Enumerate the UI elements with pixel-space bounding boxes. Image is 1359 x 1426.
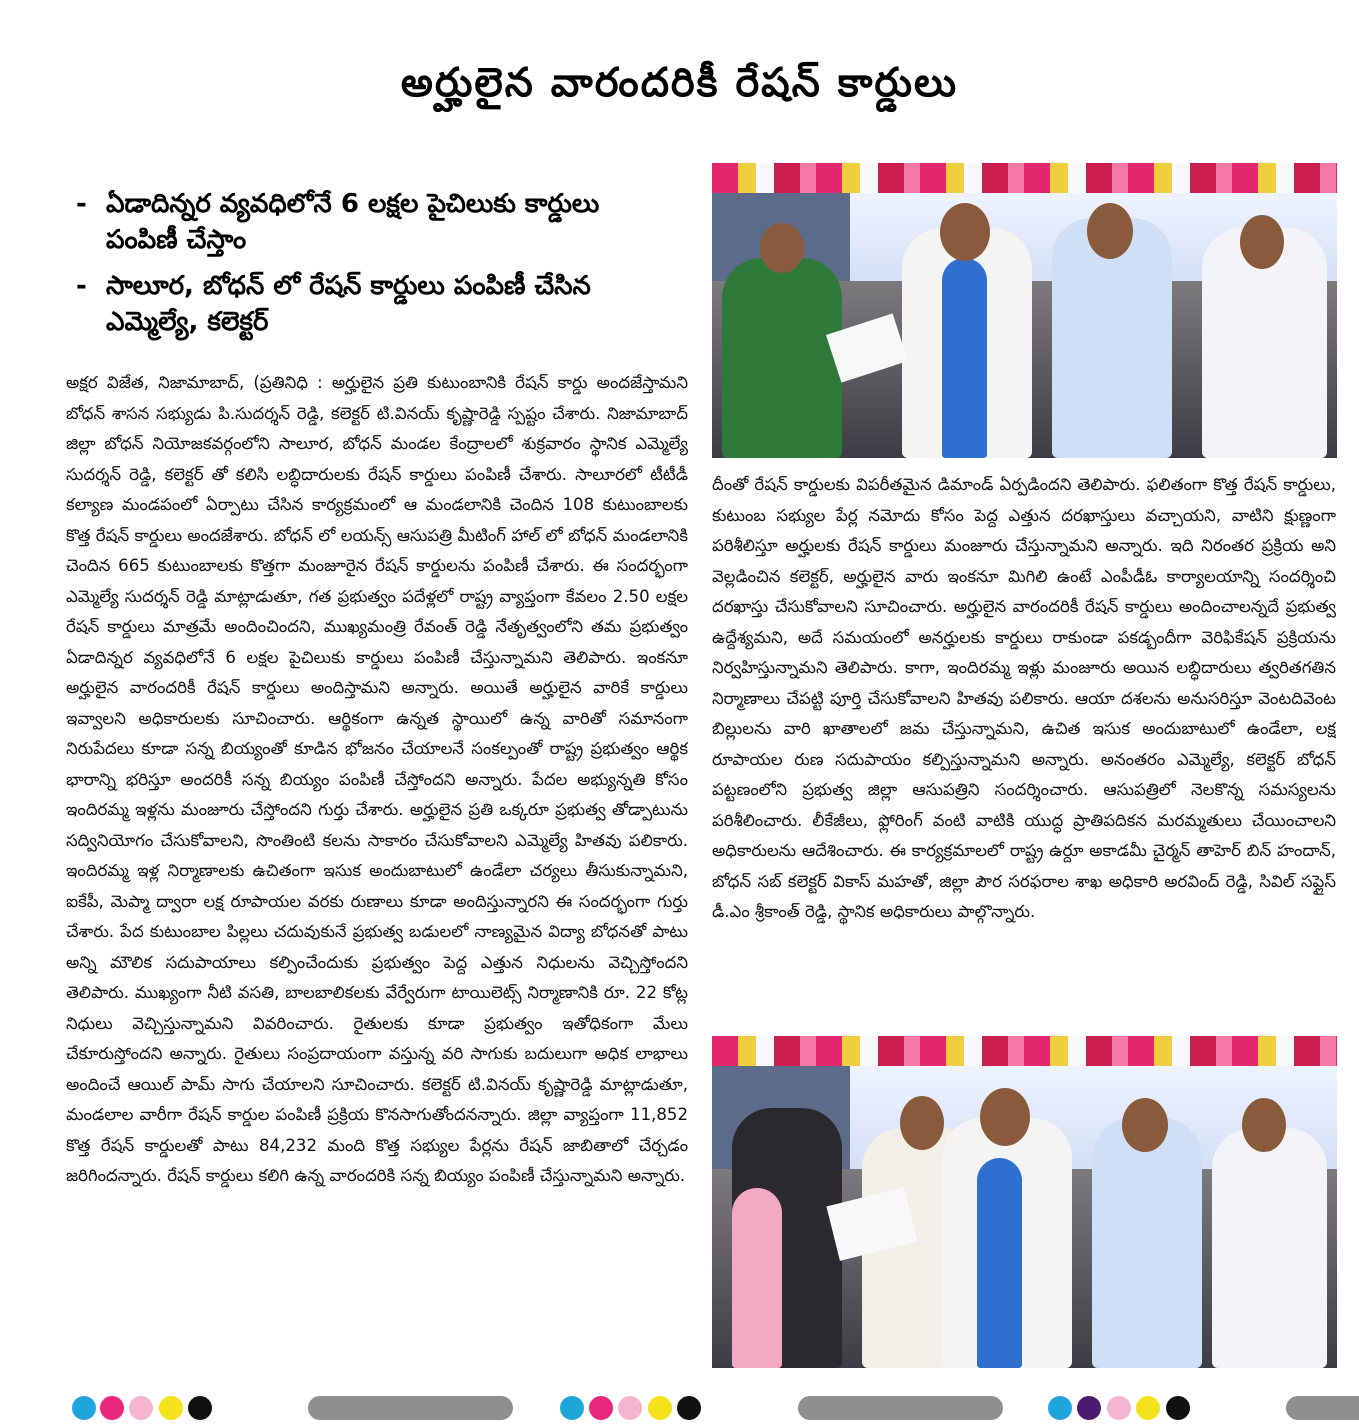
blue-scarf bbox=[942, 258, 987, 458]
person-head bbox=[1242, 1098, 1286, 1152]
person-head bbox=[1240, 215, 1284, 269]
event-photo-2 bbox=[712, 1036, 1337, 1368]
article-body-left: అక్షర విజేత, నిజామాబాద్, (ప్రతినిధి : అర్హులైన ప్రతి కుటుంబానికి రేషన్ కార్డు అందజేస్తామని బోధన్ శాసన సభ్యుడు పి.సుదర్శన్ రెడ్డి, కలెక్టర్ టి.వినయ్ కృష్ణారెడ్డి స్పష్టం చేశారు. నిజామాబాద్ జిల్లా బోధన్ నియోజకవర్గంలోని సాలూర, బోధన్ మండల కేంద్రాలలో శుక్రవారం స్థానిక ఎమ్మెల్యే సుదర్శన్ రెడ్డి, కలెక్టర్ తో కలిసి లబ్ధిదారులకు రేషన్ కార్డులు పంపిణీ చేశారు. సాలూరలో టీటీడీ కల్యాణ మండపంలో ఏర్పాటు చేసిన కార్యక్రమంలో ఆ మండలానికి చెందిన 108 కుటుంబాలకు కొత్త రేషన్ కార్డులు అందజేశారు. బోధన్ లో లయన్స్ ఆసుపత్రి మీటింగ్ హాల్ లో బోధన్ మండలానికి చెందిన 665 కుటుంబాలకు కొత్తగా మంజూరైన రేషన్ కార్డులను పంపిణీ చేశారు. ఈ సందర్భంగా ఎమ్మెల్యే సుదర్శన్ రెడ్డి మాట్లాడుతూ, గత ప్రభుత్వం పదేళ్లలో రాష్ట్ర వ్యాప్తంగా కేవలం 2.50 లక్షల రేషన్ కార్డులు మాత్రమే అందించిందని, ముఖ్యమంత్రి రేవంత్ రెడ్డి నేతృత్వంలోని తమ ప్రభుత్వం ఏడాదిన్నర వ్యవధిలోనే 6 లక్షల పైచిలుకు కార్డులు పంపిణీ చేస్తున్నామని తెలిపారు. ఇంకనూ అర్హులైన వారందరికీ రేషన్ కార్డులు అందిస్తామని అన్నారు. అయితే అర్హులైన వారికే కార్డులు ఇవ్వాలని అధికారులకు సూచించారు. ఆర్థికంగా ఉన్నత స్థాయిలో ఉన్న వారితో సమానంగా నిరుపేదలు కూడా సన్న బియ్యంతో కూడిన భోజనం చేయాలనే సంకల్పంతో రాష్ట్ర ప్రభుత్వం ఆర్థిక భారాన్ని భరిస్తూ అందరికీ సన్న బియ్యం పంపిణీ చేస్తోందని అన్నారు. పేదల అభ్యున్నతి కోసం ఇందిరమ్మ ఇళ్లను మంజూరు చేస్తోందని గుర్తు చేశారు. అర్హులైన ప్రతి ఒక్కరూ ప్రభుత్వ తోడ్పాటును సద్వినియోగం చేసుకోవాలని, సొంతింటి కలను సాకారం చేసుకోవాలని ఎమ్మెల్యే హితవు పలికారు. ఇందిరమ్మ ఇళ్ల నిర్మాణాలకు ఉచితంగా ఇసుక అందుబాటులో ఉండేలా చర్యలు తీసుకున్నామని, ఐకేపీ, మెప్మా ద్వారా లక్ష రూపాయల వరకు రుణాలు కూడా అందిస్తున్నారని ఈ సందర్భంగా గుర్తు చేశారు. పేద కుటుంబాల పిల్లలు చదువుకునే ప్రభుత్వ బడులలో నాణ్యమైన విద్యా బోధనతో పాటు అన్ని మౌలిక సదుపాయాలు కల్పించేందుకు ప్రభుత్వం పెద్ద ఎత్తున నిధులను వెచ్చిస్తోందని తెలిపారు. ముఖ్యంగా నీటి వసతి, బాలబాలికలకు వేర్వేరుగా టాయిలెట్స్ నిర్మాణానికి రూ. 22 కోట్ల నిధులు వెచ్చిస్తున్నామని వివరించారు. రైతులకు కూడా ప్రభుత్వం ఇతోధికంగా మేలు చేకూరుస్తోందని అన్నారు. రైతులు సంప్రదాయంగా వస్తున్న వరి సాగుకు బదులుగా అధిక లాభాలు అందించే ఆయిల్ పామ్ సాగు చేయాలని సూచించారు. కలెక్టర్ టి.వినయ్ కృష్ణారెడ్డి మాట్లాడుతూ, మండలాల వారీగా రేషన్ కార్డుల పంపిణీ ప్రక్రియ కొనసాగుతోందనన్నారు. జిల్లా వ్యాప్తంగా 11,852 కొత్త రేషన్ కార్డులతో పాటు 84,232 మంది కొత్త సభ్యుల పేర్లను రేషన్ జాబితాలో చేర్చడం జరిగిందన్నారు. రేషన్ కార్డులు కలిగి ఉన్న వారందరికి సన్న బియ్యం పంపిణీ చేస్తున్నామని అన్నారు. bbox=[66, 373, 688, 1185]
event-photo-1 bbox=[712, 163, 1337, 458]
registration-dot bbox=[1107, 1396, 1131, 1420]
person-woman-green-saree bbox=[722, 258, 842, 458]
subhead-2 bbox=[76, 268, 676, 340]
headline: అర్హులైన వారందరికీ రేషన్ కార్డులు bbox=[400, 60, 959, 106]
registration-bar bbox=[308, 1396, 513, 1420]
subhead-2-dash: - bbox=[76, 271, 87, 301]
registration-dot bbox=[1077, 1396, 1101, 1420]
subhead-1-text: ఏడాదిన్నర వ్యవధిలోనే 6 లక్షల పైచిలుకు కార్డులు పంపిణీ చేస్తాం bbox=[106, 189, 600, 255]
person-head bbox=[1087, 203, 1133, 259]
registration-dot bbox=[677, 1396, 701, 1420]
registration-bar bbox=[1286, 1396, 1359, 1420]
registration-dot bbox=[589, 1396, 613, 1420]
person-collector bbox=[1092, 1118, 1202, 1368]
registration-dot bbox=[129, 1396, 153, 1420]
blue-scarf bbox=[977, 1158, 1022, 1368]
registration-bar bbox=[798, 1396, 1003, 1420]
pink-scarf bbox=[732, 1188, 782, 1368]
flower-decoration bbox=[712, 163, 1337, 193]
person-head bbox=[900, 1096, 944, 1150]
subhead-2-text: సాలూర, బోధన్ లో రేషన్ కార్డులు పంపిణీ చేసిన ఎమ్మెల్యే, కలెక్టర్ bbox=[106, 271, 591, 337]
registration-dot bbox=[188, 1396, 212, 1420]
registration-dot bbox=[1136, 1396, 1160, 1420]
registration-dot bbox=[648, 1396, 672, 1420]
person-head bbox=[760, 223, 804, 273]
registration-dot bbox=[159, 1396, 183, 1420]
registration-dot bbox=[618, 1396, 642, 1420]
registration-dot bbox=[560, 1396, 584, 1420]
article-body-right: దీంతో రేషన్ కార్డులకు విపరీతమైన డిమాండ్ ఏర్పడిందని తెలిపారు. ఫలితంగా కొత్త రేషన్ కార్డులు, కుటుంబ సభ్యుల పేర్ల నమోదు కోసం పెద్ద ఎత్తున దరఖాస్తులు వచ్చాయని, వాటిని క్షుణ్ణంగా పరిశీలిస్తూ అర్హులకు రేషన్ కార్డులు మంజూరు చేస్తున్నామని అన్నారు. ఇది నిరంతర ప్రక్రియ అని వెల్లడించిన కలెక్టర్, అర్హులైన వారు ఇంకనూ మిగిలి ఉంటే ఎంపీడీఓ కార్యాలయాన్ని సందర్శించి దరఖాస్తు చేసుకోవాలని సూచించారు. అర్హులైన వారందరికీ రేషన్ కార్డులు అందించాలన్నదే ప్రభుత్వ ఉద్దేశ్యమని, అదే సమయంలో అనర్హులకు కార్డులు రాకుండా పకడ్బందీగా వెరిఫికేషన్ ప్రక్రియను నిర్వహిస్తున్నామని తెలిపారు. కాగా, ఇందిరమ్మ ఇళ్లు మంజూరు అయిన లబ్ధిదారులు త్వరితగతిన నిర్మాణాలు చేపట్టి పూర్తి చేసుకోవాలని హితవు పలికారు. ఆయా దశలను అనుసరిస్తూ వెంటదివెంట బిల్లులను వారి ఖాతాలలో జమ చేస్తున్నామని, ఉచిత ఇసుక అందుబాటులో ఉండేలా, లక్ష రూపాయల రుణ సదుపాయం కల్పిస్తున్నామని అన్నారు. అనంతరం ఎమ్మెల్యే, కలెక్టర్ బోధన్ పట్టణంలోని ప్రభుత్వ జిల్లా ఆసుపత్రిని సందర్శించారు. ఆసుపత్రిలో నెలకొన్న సమస్యలను పరిశీలించారు. లీకేజీలు, ఫ్లోరింగ్ వంటి వాటికి యుద్ధ ప్రాతిపదికన మరమ్మతులు చేయించాలని అధికారులను ఆదేశించారు. ఈ కార్యక్రమాలలో రాష్ట్ర ఉర్దూ అకాడమీ చైర్మన్ తాహెర్ బిన్ హందాన్, బోధన్ సబ్ కలెక్టర్ వికాస్ మహతో, జిల్లా పౌర సరఫరాల శాఖ అధికారి అరవింద్ రెడ్డి, సివిల్ సప్లైస్ డీ.ఎం శ్రీకాంత్ రెడ్డి, స్థానిక అధికారులు పాల్గొన్నారు. bbox=[712, 475, 1336, 921]
person-head bbox=[1122, 1098, 1168, 1152]
registration-dot bbox=[100, 1396, 124, 1420]
print-registration-marks bbox=[0, 1394, 1359, 1424]
flower-decoration bbox=[712, 1036, 1337, 1066]
registration-dot bbox=[72, 1396, 96, 1420]
person-official bbox=[1212, 1128, 1327, 1368]
person-head bbox=[940, 203, 990, 261]
subhead-1 bbox=[76, 186, 676, 258]
registration-dot bbox=[1166, 1396, 1190, 1420]
person-head bbox=[980, 1088, 1030, 1146]
registration-dot bbox=[1048, 1396, 1072, 1420]
subhead-1-dash: - bbox=[76, 189, 87, 219]
